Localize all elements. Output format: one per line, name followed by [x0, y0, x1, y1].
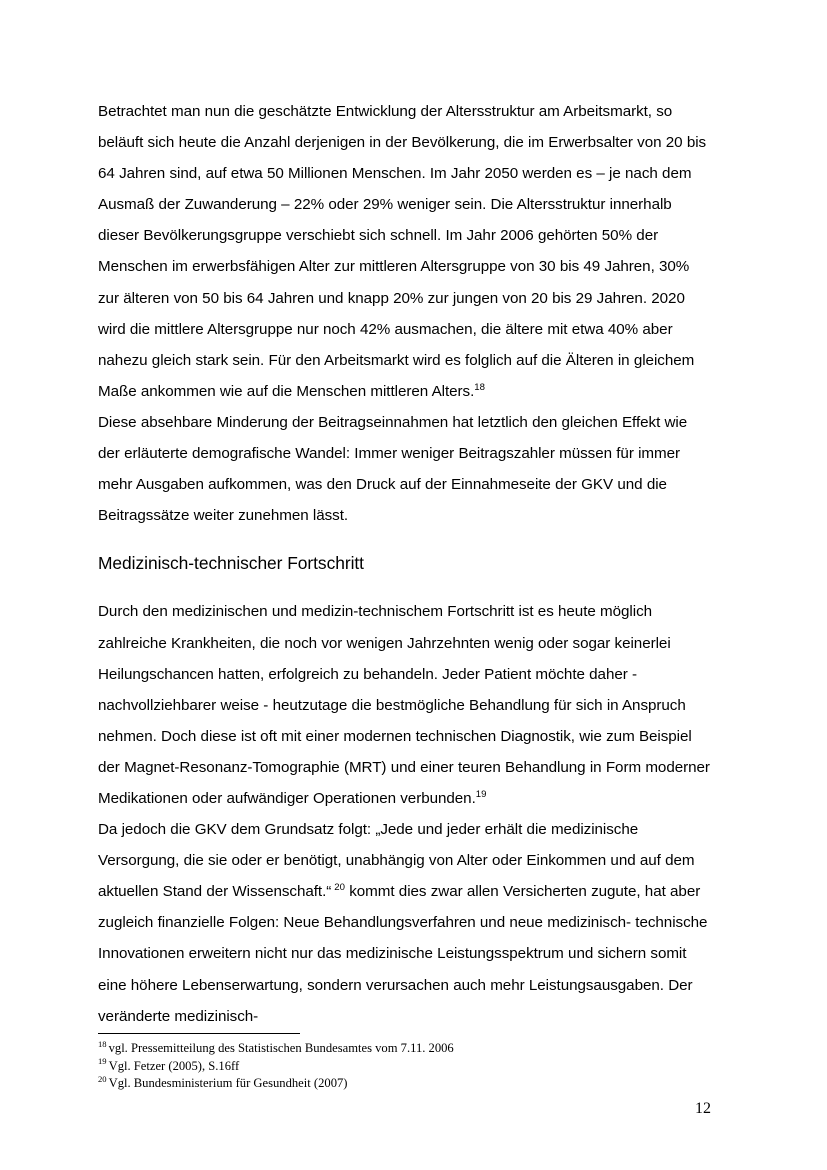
- paragraph-fortschritt: [98, 596, 711, 814]
- footnote-item: [98, 1058, 711, 1076]
- footnote-number: 19: [98, 1056, 107, 1067]
- footnote-item: [98, 1040, 711, 1058]
- footnote-text: Vgl. Fetzer (2005), S.16ff: [108, 1058, 240, 1073]
- paragraph-gkv-grundsatz: [98, 814, 711, 1032]
- footnote-item: [98, 1075, 711, 1093]
- footnote-marker-18[interactable]: 18: [474, 381, 485, 393]
- paragraph-text: Durch den medizinischen und medizin-technischem Fortschritt ist es heute möglich zahlreiche Krankheiten, die noch vor wenigen Jahrzehnten wenig oder sogar keinerlei Heilungschancen hatten, erfolgreich zu behandeln. Jeder Patient möchte daher - nachvollziehbarer weise - heutzutage die bestmögliche Behandlung für sich in Anspruch nehmen. Doch diese ist oft mit einer modernen technischen Diagnostik, wie zum Beispiel der Magnet-Resonanz-Tomographie (MRT) und einer teuren Behandlung in Form moderner Medikationen oder aufwändiger Operationen verbunden.: [98, 603, 710, 807]
- footnote-marker-19[interactable]: 19: [475, 788, 487, 800]
- paragraph-altersstruktur: [98, 96, 711, 407]
- footnote-block: [98, 1033, 711, 1093]
- footnote-text: vgl. Pressemitteilung des Statistischen Bundesamtes vom 7.11. 2006: [108, 1041, 454, 1055]
- footnote-separator-rule: [98, 1033, 300, 1034]
- paragraph-beitragseinnahmen: [98, 407, 711, 531]
- paragraph-text-after-marker: kommt dies zwar allen Versicherten zugute, hat aber zugleich finanzielle Folgen: Neue Behandlungsverfahren und neue medizinisch- technische Innovationen erweitern nicht nur das medizinische Leistungsspektrum und sichern somit eine höhere Lebenserwartung, sondern verursachen auch mehr Leistungsausgaben. Der veränderte medizinisch-: [98, 883, 708, 1025]
- paragraph-text-before-marker: Da jedoch die GKV dem Grundsatz folgt: „Jede und jeder erhält die medizinische Versorgung, die sie oder er benötigt, unabhängig von Alter oder Einkommen und auf dem aktuellen Stand der Wissenschaft.“: [98, 821, 695, 901]
- section-heading-medizinisch-technischer-fortschritt: Medizinisch-technischer Fortschritt: [98, 553, 364, 574]
- footnote-number: 20: [98, 1074, 107, 1084]
- paragraph-text: Betrachtet man nun die geschätzte Entwicklung der Altersstruktur am Arbeitsmarkt, so beläuft sich heute die Anzahl derjenigen in der Bevölkerung, die im Erwerbsalter von 20 bis 64 Jahren sind, auf etwa 50 Millionen Menschen. Im Jahr 2050 werden es – je nach dem Ausmaß der Zuwanderung – 22% oder 29% weniger sein. Die Altersstruktur innerhalb dieser Bevölkerungsgruppe verschiebt sich schnell. Im Jahr 2006 gehörten 50% der Menschen im erwerbsfähigen Alter zur mittleren Altersgruppe von 30 bis 49 Jahren, 30% zur älteren von 50 bis 64 Jahren und knapp 20% zur jungen von 20 bis 29 Jahren. 2020 wird die mittlere Altersgruppe nur noch 42% ausmachen, die ältere mit etwa 40% aber nahezu gleich stark sein. Für den Arbeitsmarkt wird es folglich auf die Älteren in gleichem Maße ankommen wie auf die Menschen mittleren Alters.: [98, 103, 707, 400]
- paragraph-text: Diese absehbare Minderung der Beitragseinnahmen hat letztlich den gleichen Effekt wie der erläuterte demografische Wandel: Immer weniger Beitragszahler müssen für immer mehr Ausgaben aufkommen, was den Druck auf der Einnahmeseite der GKV und die Beitragssätze weiter zunehmen lässt.: [98, 413, 688, 525]
- footnote-marker-20[interactable]: 20: [334, 882, 345, 894]
- footnote-number: 18: [98, 1038, 107, 1049]
- page-content: [98, 96, 711, 1032]
- page-number: 12: [695, 1100, 711, 1117]
- footnote-text: Vgl. Bundesministerium für Gesundheit (2007): [108, 1076, 348, 1091]
